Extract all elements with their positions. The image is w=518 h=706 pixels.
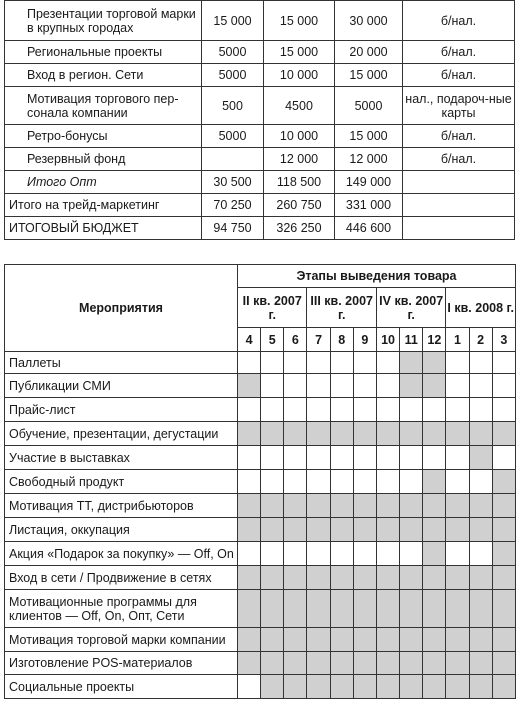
schedule-cell-active (400, 352, 423, 374)
schedule-cell-active (376, 566, 399, 590)
schedule-cell-empty (492, 374, 515, 398)
schedule-cell-active (423, 566, 446, 590)
schedule-cell-active (492, 518, 515, 542)
schedule-cell-active (376, 675, 399, 699)
budget-payment (403, 171, 515, 194)
activities-header: Мероприятия (5, 265, 238, 352)
budget-row (5, 125, 515, 148)
activity-label: Свободный продукт (5, 470, 238, 494)
schedule-cell-active (423, 675, 446, 699)
schedule-cell-active (446, 518, 469, 542)
schedule-cell-empty (353, 542, 376, 566)
schedule-cell-active (261, 422, 284, 446)
schedule-cell-active (238, 374, 261, 398)
schedule-cell-active (284, 494, 307, 518)
schedule-cell-active (469, 628, 492, 652)
schedule-cell-active (469, 652, 492, 675)
budget-row-label: Мотивация торгового пер-сонала компании (5, 87, 202, 125)
schedule-cell-empty (330, 352, 353, 374)
schedule-row (5, 518, 516, 542)
schedule-cell-empty (376, 374, 399, 398)
schedule-cell-active (284, 652, 307, 675)
budget-value: 12 000 (264, 148, 335, 171)
schedule-cell-empty (446, 398, 469, 422)
activity-label: Мотивационные программы для клиентов — Off, On, Опт, Сети (5, 590, 238, 628)
schedule-row (5, 470, 516, 494)
schedule-cell-active (492, 590, 515, 628)
quarter-header: I кв. 2008 г. (446, 288, 516, 328)
activity-label: Обучение, презентации, дегустации (5, 422, 238, 446)
budget-value: 94 750 (202, 217, 264, 240)
schedule-cell-active (238, 518, 261, 542)
schedule-cell-active (400, 628, 423, 652)
schedule-cell-active (307, 518, 330, 542)
schedule-cell-active (400, 494, 423, 518)
schedule-cell-empty (353, 470, 376, 494)
schedule-header-row (5, 265, 516, 288)
schedule-cell-empty (238, 352, 261, 374)
schedule-row (5, 675, 516, 699)
schedule-cell-active (376, 422, 399, 446)
budget-value: 70 250 (202, 194, 264, 217)
schedule-cell-active (400, 374, 423, 398)
schedule-cell-active (400, 422, 423, 446)
budget-row-label: Презентации торговой марки в крупных городах (5, 1, 202, 41)
schedule-cell-active (423, 422, 446, 446)
budget-value: 260 750 (264, 194, 335, 217)
schedule-cell-empty (492, 352, 515, 374)
schedule-cell-active (353, 566, 376, 590)
schedule-row (5, 422, 516, 446)
activity-label: Вход в сети / Продвижение в сетях (5, 566, 238, 590)
schedule-cell-active (284, 590, 307, 628)
schedule-cell-active (469, 675, 492, 699)
schedule-cell-active (353, 518, 376, 542)
budget-row-label: Ретро-бонусы (5, 125, 202, 148)
budget-value: 20 000 (335, 41, 403, 64)
quarter-header: II кв. 2007 г. (238, 288, 307, 328)
schedule-cell-active (238, 494, 261, 518)
budget-value: 5000 (335, 87, 403, 125)
schedule-cell-active (284, 675, 307, 699)
month-header: 4 (238, 328, 261, 352)
schedule-cell-active (469, 422, 492, 446)
schedule-cell-active (330, 675, 353, 699)
schedule-cell-empty (238, 446, 261, 470)
schedule-cell-active (307, 675, 330, 699)
schedule-cell-empty (376, 470, 399, 494)
schedule-row (5, 542, 516, 566)
budget-value (202, 148, 264, 171)
schedule-cell-active (446, 566, 469, 590)
schedule-cell-active (330, 494, 353, 518)
schedule-cell-active (284, 518, 307, 542)
schedule-cell-empty (469, 470, 492, 494)
budget-row-label: Итого на трейд-маркетинг (5, 194, 202, 217)
schedule-cell-active (353, 494, 376, 518)
schedule-cell-empty (307, 374, 330, 398)
schedule-cell-active (423, 374, 446, 398)
budget-value: 12 000 (335, 148, 403, 171)
schedule-cell-active (353, 422, 376, 446)
month-header: 1 (446, 328, 469, 352)
budget-value: 30 000 (335, 1, 403, 41)
schedule-cell-active (492, 628, 515, 652)
quarter-header: III кв. 2007 г. (307, 288, 376, 328)
schedule-cell-empty (330, 398, 353, 422)
schedule-cell-active (284, 566, 307, 590)
budget-value: 4500 (264, 87, 335, 125)
schedule-cell-active (353, 675, 376, 699)
schedule-cell-active (400, 652, 423, 675)
schedule-cell-empty (400, 470, 423, 494)
schedule-cell-active (400, 566, 423, 590)
schedule-cell-empty (284, 470, 307, 494)
schedule-cell-active (423, 470, 446, 494)
schedule-cell-empty (423, 446, 446, 470)
schedule-cell-active (423, 652, 446, 675)
budget-value: 15 000 (264, 1, 335, 41)
budget-row-label: Региональные проекты (5, 41, 202, 64)
schedule-cell-active (446, 422, 469, 446)
schedule-cell-active (423, 542, 446, 566)
schedule-cell-active (261, 590, 284, 628)
schedule-cell-empty (238, 398, 261, 422)
budget-row (5, 1, 515, 41)
budget-payment: б/нал. (403, 41, 515, 64)
schedule-row (5, 566, 516, 590)
schedule-cell-active (469, 566, 492, 590)
schedule-cell-empty (284, 398, 307, 422)
schedule-cell-empty (353, 446, 376, 470)
schedule-cell-empty (469, 542, 492, 566)
budget-row (5, 64, 515, 87)
schedule-cell-empty (330, 446, 353, 470)
schedule-cell-empty (423, 398, 446, 422)
schedule-cell-active (492, 422, 515, 446)
schedule-cell-active (330, 590, 353, 628)
schedule-cell-empty (261, 374, 284, 398)
activity-label: Прайс-лист (5, 398, 238, 422)
schedule-cell-empty (446, 542, 469, 566)
schedule-cell-active (376, 518, 399, 542)
schedule-cell-active (261, 566, 284, 590)
schedule-cell-active (469, 494, 492, 518)
schedule-cell-active (446, 590, 469, 628)
schedule-cell-active (261, 628, 284, 652)
budget-value: 326 250 (264, 217, 335, 240)
schedule-cell-active (307, 422, 330, 446)
activity-label: Мотивация торговой марки компании (5, 628, 238, 652)
schedule-cell-empty (400, 398, 423, 422)
schedule-cell-empty (261, 352, 284, 374)
schedule-cell-active (492, 652, 515, 675)
schedule-cell-active (261, 518, 284, 542)
month-header: 9 (353, 328, 376, 352)
schedule-row (5, 374, 516, 398)
schedule-cell-empty (469, 352, 492, 374)
schedule-cell-empty (284, 542, 307, 566)
schedule-cell-empty (330, 542, 353, 566)
schedule-cell-empty (400, 542, 423, 566)
schedule-cell-empty (238, 470, 261, 494)
schedule-row (5, 628, 516, 652)
schedule-cell-empty (376, 542, 399, 566)
schedule-cell-active (238, 422, 261, 446)
schedule-cell-empty (446, 352, 469, 374)
schedule-cell-active (492, 566, 515, 590)
budget-value: 446 600 (335, 217, 403, 240)
month-header: 11 (400, 328, 423, 352)
schedule-cell-empty (307, 446, 330, 470)
schedule-cell-empty (353, 398, 376, 422)
schedule-cell-active (238, 566, 261, 590)
schedule-cell-active (376, 652, 399, 675)
schedule-cell-active (400, 518, 423, 542)
budget-row (5, 194, 515, 217)
schedule-cell-empty (307, 542, 330, 566)
schedule-cell-active (446, 652, 469, 675)
month-header: 10 (376, 328, 399, 352)
activity-label: Акция «Подарок за покупку» — Off, On (5, 542, 238, 566)
schedule-row (5, 494, 516, 518)
schedule-cell-empty (376, 398, 399, 422)
schedule-cell-active (492, 494, 515, 518)
schedule-cell-active (469, 590, 492, 628)
activity-label: Социальные проекты (5, 675, 238, 699)
budget-row-label: Вход в регион. Сети (5, 64, 202, 87)
schedule-cell-empty (353, 374, 376, 398)
stages-header: Этапы выведения товара (238, 265, 516, 288)
schedule-cell-empty (469, 374, 492, 398)
schedule-cell-active (423, 628, 446, 652)
schedule-cell-active (261, 675, 284, 699)
schedule-cell-active (307, 494, 330, 518)
schedule-cell-active (284, 628, 307, 652)
schedule-cell-empty (238, 675, 261, 699)
schedule-cell-active (284, 422, 307, 446)
budget-payment: б/нал. (403, 125, 515, 148)
schedule-cell-empty (261, 398, 284, 422)
activity-label: Мотивация ТТ, дистрибьюторов (5, 494, 238, 518)
schedule-cell-active (492, 470, 515, 494)
budget-value: 15 000 (335, 64, 403, 87)
activity-label: Паллеты (5, 352, 238, 374)
budget-table (4, 0, 515, 240)
budget-value: 5000 (202, 41, 264, 64)
schedule-cell-active (400, 590, 423, 628)
budget-value: 10 000 (264, 125, 335, 148)
schedule-cell-empty (446, 470, 469, 494)
activity-label: Листация, оккупация (5, 518, 238, 542)
month-header: 12 (423, 328, 446, 352)
schedule-cell-active (353, 628, 376, 652)
schedule-cell-active (330, 652, 353, 675)
schedule-cell-empty (307, 470, 330, 494)
schedule-cell-empty (261, 446, 284, 470)
budget-payment: нал., подароч-ные карты (403, 87, 515, 125)
month-header: 6 (284, 328, 307, 352)
budget-row-label: ИТОГОВЫЙ БЮДЖЕТ (5, 217, 202, 240)
budget-row (5, 171, 515, 194)
schedule-cell-active (469, 518, 492, 542)
schedule-cell-empty (330, 374, 353, 398)
schedule-cell-active (353, 652, 376, 675)
schedule-cell-empty (261, 470, 284, 494)
budget-value: 30 500 (202, 171, 264, 194)
schedule-cell-active (423, 352, 446, 374)
schedule-cell-active (376, 628, 399, 652)
budget-row (5, 41, 515, 64)
schedule-cell-active (353, 590, 376, 628)
quarter-header: IV кв. 2007 г. (376, 288, 445, 328)
budget-value: 500 (202, 87, 264, 125)
schedule-cell-empty (284, 446, 307, 470)
schedule-cell-active (330, 518, 353, 542)
budget-value: 10 000 (264, 64, 335, 87)
schedule-cell-active (307, 652, 330, 675)
month-header: 5 (261, 328, 284, 352)
schedule-cell-empty (376, 352, 399, 374)
schedule-cell-active (423, 518, 446, 542)
schedule-cell-empty (330, 470, 353, 494)
budget-row-label: Резервный фонд (5, 148, 202, 171)
activity-label: Изготовление POS-материалов (5, 652, 238, 675)
month-header: 7 (307, 328, 330, 352)
budget-payment: б/нал. (403, 1, 515, 41)
schedule-cell-empty (261, 542, 284, 566)
month-header: 8 (330, 328, 353, 352)
budget-row-label: Итого Опт (5, 171, 202, 194)
schedule-cell-active (330, 628, 353, 652)
budget-payment (403, 194, 515, 217)
budget-row (5, 87, 515, 125)
schedule-cell-empty (446, 446, 469, 470)
budget-value: 331 000 (335, 194, 403, 217)
schedule-cell-active (492, 542, 515, 566)
schedule-cell-active (330, 566, 353, 590)
month-header: 2 (469, 328, 492, 352)
schedule-cell-active (423, 590, 446, 628)
month-header: 3 (492, 328, 515, 352)
schedule-cell-active (423, 494, 446, 518)
schedule-cell-active (446, 494, 469, 518)
budget-value: 5000 (202, 64, 264, 87)
budget-row (5, 148, 515, 171)
schedule-cell-active (238, 652, 261, 675)
budget-payment (403, 217, 515, 240)
schedule-cell-empty (307, 398, 330, 422)
schedule-cell-empty (492, 446, 515, 470)
schedule-cell-active (469, 446, 492, 470)
schedule-cell-empty (492, 398, 515, 422)
schedule-cell-active (238, 628, 261, 652)
schedule-cell-active (400, 675, 423, 699)
schedule-cell-active (261, 652, 284, 675)
schedule-cell-active (492, 675, 515, 699)
schedule-cell-active (261, 494, 284, 518)
schedule-cell-active (307, 628, 330, 652)
schedule-row (5, 652, 516, 675)
schedule-cell-active (376, 590, 399, 628)
schedule-cell-empty (238, 542, 261, 566)
schedule-cell-active (238, 590, 261, 628)
budget-value: 149 000 (335, 171, 403, 194)
budget-payment: б/нал. (403, 148, 515, 171)
schedule-cell-active (446, 675, 469, 699)
schedule-cell-active (330, 422, 353, 446)
budget-value: 15 000 (202, 1, 264, 41)
schedule-cell-empty (400, 446, 423, 470)
activity-label: Публикации СМИ (5, 374, 238, 398)
schedule-cell-empty (353, 352, 376, 374)
schedule-table (4, 264, 516, 699)
budget-value: 15 000 (335, 125, 403, 148)
schedule-cell-empty (307, 352, 330, 374)
budget-value: 118 500 (264, 171, 335, 194)
schedule-cell-active (307, 590, 330, 628)
budget-payment: б/нал. (403, 64, 515, 87)
budget-value: 15 000 (264, 41, 335, 64)
budget-value: 5000 (202, 125, 264, 148)
schedule-row (5, 446, 516, 470)
schedule-row (5, 352, 516, 374)
schedule-row (5, 590, 516, 628)
schedule-cell-empty (446, 374, 469, 398)
schedule-cell-active (446, 628, 469, 652)
activity-label: Участие в выставках (5, 446, 238, 470)
schedule-cell-empty (284, 352, 307, 374)
schedule-cell-active (307, 566, 330, 590)
schedule-cell-empty (284, 374, 307, 398)
schedule-cell-empty (376, 446, 399, 470)
schedule-row (5, 398, 516, 422)
schedule-cell-active (376, 494, 399, 518)
budget-row (5, 217, 515, 240)
schedule-cell-empty (469, 398, 492, 422)
